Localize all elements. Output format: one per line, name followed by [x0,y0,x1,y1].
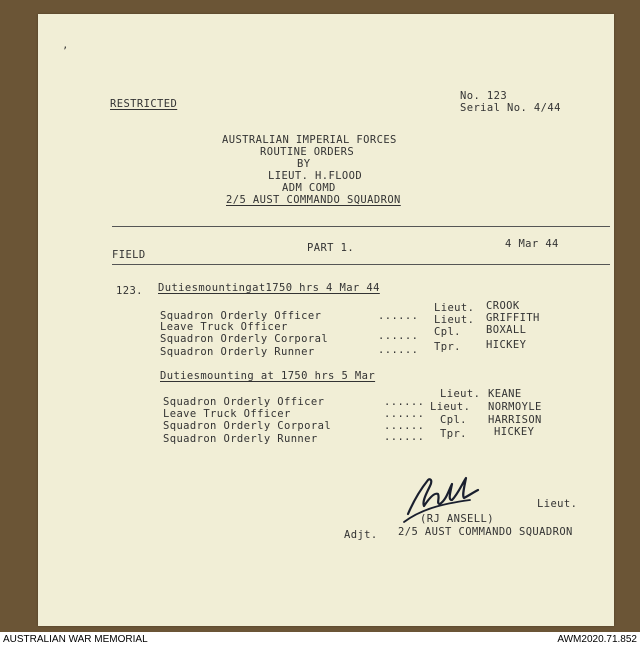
s2-name-2: NORMOYLE [488,401,542,413]
heading-line-4: LIEUT. H.FLOOD [268,170,363,182]
s2-duty-3: Squadron Orderly Corporal [163,420,332,432]
heading-line-2: ROUTINE ORDERS [260,146,355,158]
restricted-label: RESTRICTED [110,98,178,110]
serial-number: Serial No. 4/44 [460,102,561,114]
field-label: FIELD [112,249,146,261]
s2-rank-2: Lieut. [430,401,471,413]
s2-rank-4: Tpr. [440,428,467,440]
s2-duty-4: Squadron Orderly Runner [163,433,318,445]
s1-dots-3: ...... [378,330,419,342]
section2-title: Dutiesmounting at 1750 hrs 5 Mar [160,370,376,382]
s2-dots-2: ...... [384,408,425,420]
s1-duty-4: Squadron Orderly Runner [160,346,315,358]
s1-duty-3: Squadron Orderly Corporal [160,333,329,345]
s2-rank-3: Cpl. [440,414,467,426]
divider-bottom [112,264,610,265]
archive-name: AUSTRALIAN WAR MEMORIAL [3,634,148,645]
item-number: 123. [116,285,143,297]
s1-rank-4: Tpr. [434,341,461,353]
s1-rank-2: Lieut. [434,314,475,326]
heading-line-1: AUSTRALIAN IMPERIAL FORCES [222,134,397,146]
archive-footer [0,632,640,647]
signatory-rank: Lieut. [537,498,578,510]
s2-duty-1: Squadron Orderly Officer [163,396,325,408]
s1-duty-1: Squadron Orderly Officer [160,310,322,322]
s2-dots-3: ...... [384,420,425,432]
order-number: No. 123 [460,90,508,102]
s2-dots-1: ...... [384,396,425,408]
s1-name-1: CROOK [486,300,520,312]
s2-name-1: KEANE [488,388,522,400]
s1-rank-1: Lieut. [434,302,475,314]
section1-title: Dutiesmountingat1750 hrs 4 Mar 44 [158,282,380,294]
s2-rank-1: Lieut. [440,388,481,400]
s1-dots-1: ...... [378,310,419,322]
heading-line-6: 2/5 AUST COMMANDO SQUADRON [226,194,401,206]
s2-dots-4: ...... [384,431,425,443]
s1-name-4: HICKEY [486,339,527,351]
heading-line-3: BY [297,158,311,170]
archive-reference: AWM2020.71.852 [557,634,637,645]
pencil-mark-icon: ’ [62,46,69,57]
s1-name-3: BOXALL [486,324,527,336]
s1-rank-3: Cpl. [434,326,461,338]
date-label: 4 Mar 44 [505,238,559,250]
s1-duty-2: Leave Truck Officer [160,321,288,333]
divider-top [112,226,610,227]
s1-name-2: GRIFFITH [486,312,540,324]
part-label: PART 1. [307,242,355,254]
s2-duty-2: Leave Truck Officer [163,408,291,420]
signatory-appointment: Adjt. [344,529,378,541]
s2-name-4: HICKEY [494,426,535,438]
s2-name-3: HARRISON [488,414,542,426]
signatory-name: (RJ ANSELL) [420,513,494,525]
s1-dots-4: ...... [378,344,419,356]
heading-line-5: ADM COMD [282,182,336,194]
signatory-unit: 2/5 AUST COMMANDO SQUADRON [398,526,573,538]
